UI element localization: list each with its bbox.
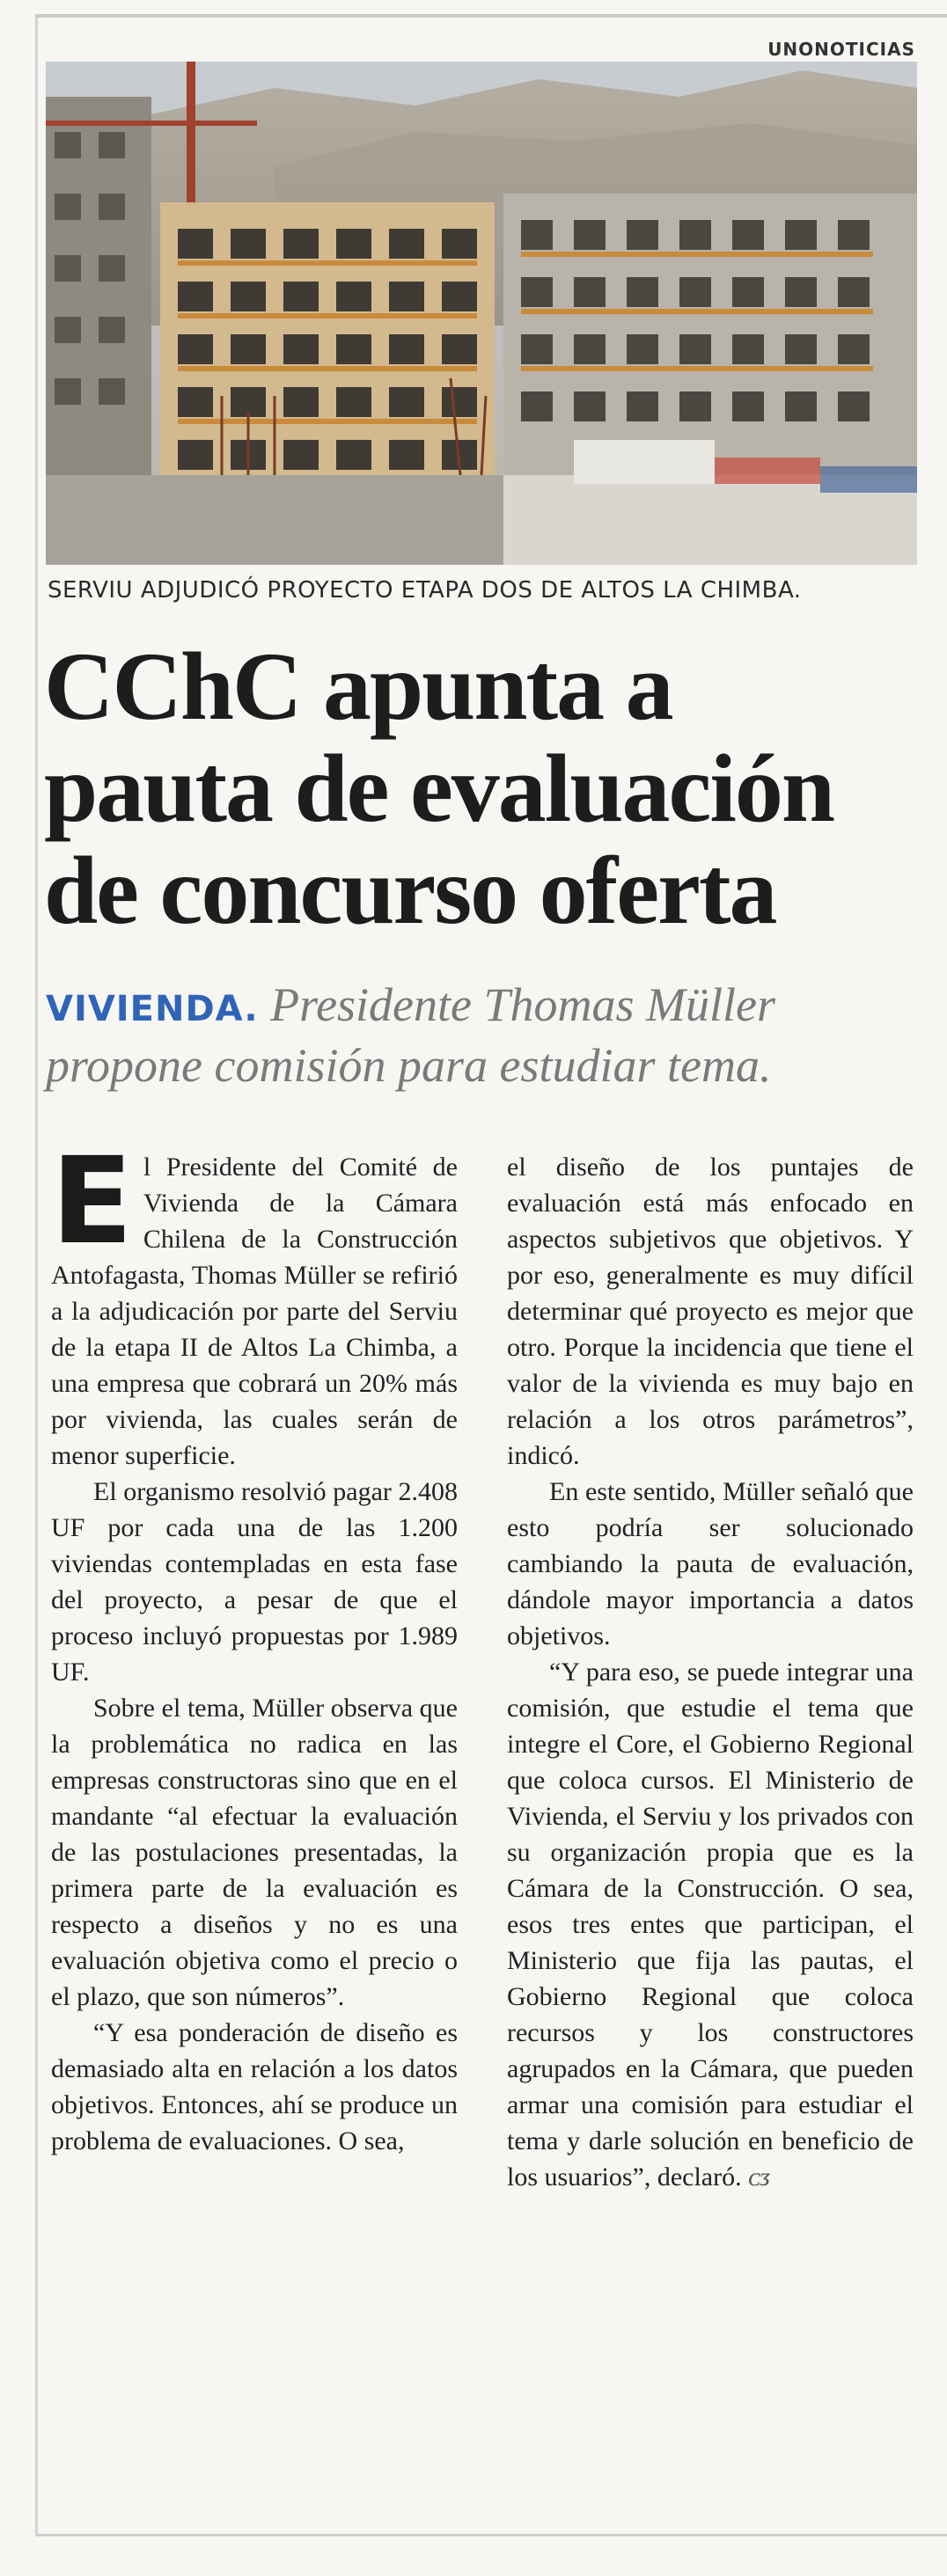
headline-line-2: pauta de evaluación bbox=[44, 735, 834, 842]
article-photo bbox=[46, 62, 917, 565]
paragraph-text: “Y para eso, se puede integrar una comisión, que estudie el tema que integre el Core, el Gobierno Regional que coloca cursos. El Ministerio de Vivienda, el Serviu y los privados con su organización propia que es la Cámara de la Construcción. O sea, esos tres entes que participan, el Ministerio que fija las pautas, el Gobierno Regional que coloca recursos y los constructores agrupados en la Cámara, que pueden armar una comisión para estudiar el tema y darle solución en beneficio de los usuarios”, declaró. bbox=[507, 1658, 914, 2192]
paragraph: El organismo resolvió pagar 2.408 UF por cada una de las 1.200 viviendas contempladas en esta fase del proyecto, a pesar de que el proceso incluyó propuestas por 1.989 UF. bbox=[51, 1477, 458, 1687]
paragraph: “Y esa ponderación de diseño es demasiado alta en relación a los datos objetivos. Entonces, ahí se produce un problema de evaluaciones. O sea, bbox=[51, 2018, 458, 2155]
headline-line-1: CChC apunta a bbox=[44, 633, 672, 740]
paragraph bbox=[507, 1654, 914, 2195]
photo-caption: SERVIU ADJUDICÓ PROYECTO ETAPA DOS DE ALTOS LA CHIMBA. bbox=[48, 577, 802, 604]
deck bbox=[46, 977, 917, 1094]
paragraph-text: l Presidente del Comité de Vivienda de la Cámara Chilena de la Construcción Antofagasta, Thomas Müller se refirió a la adjudicación por parte del Serviu de la etapa II de Altos La Chimba, a una empresa que cobrará un 20% más por vivienda, las cuales serán de menor superficie. bbox=[51, 1153, 458, 1470]
left-divider bbox=[35, 18, 38, 2534]
column-left bbox=[51, 1132, 458, 2486]
paragraph bbox=[51, 1132, 458, 1474]
bottom-divider bbox=[35, 2534, 947, 2536]
headline bbox=[44, 633, 924, 944]
paragraph: En este sentido, Müller señaló que esto podría ser solucionado cambiando la pauta de evaluación, dándole mayor importancia a datos objetivos. bbox=[507, 1477, 914, 1650]
paragraph: el diseño de los puntajes de evaluación está más enfocado en aspectos subjetivos que objetivos. Y por eso, generalmente es muy difícil determinar qué proyecto es mejor que otro. Porque la incidencia que tiene el valor de la vivienda es muy bajo en relación a los otros parámetros”, indicó. bbox=[507, 1153, 914, 1470]
article-body bbox=[51, 1132, 914, 2486]
headline-line-3: de concurso oferta bbox=[44, 837, 776, 944]
construction-photo-illustration bbox=[46, 62, 917, 565]
paragraph: Sobre el tema, Müller observa que la problemática no radica en las empresas constructoras sino que en el mandante “al efectuar la evaluación de las postulaciones presentadas, la primera parte de la evaluación es respecto a diseños y no es una evaluación objetiva como el precio o el plazo, que son números”. bbox=[51, 1694, 458, 2011]
section-kicker: VIVIENDA. bbox=[46, 989, 259, 1029]
source-credit: UNONOTICIAS bbox=[767, 39, 915, 60]
top-divider bbox=[35, 14, 947, 18]
drop-cap: E bbox=[51, 1132, 133, 1271]
deck-text: Presidente Thomas Müller propone comisión para estudiar tema. bbox=[46, 978, 776, 1092]
end-mark-icon: ᴄᴣ bbox=[748, 2163, 770, 2192]
column-right bbox=[507, 1149, 914, 2486]
